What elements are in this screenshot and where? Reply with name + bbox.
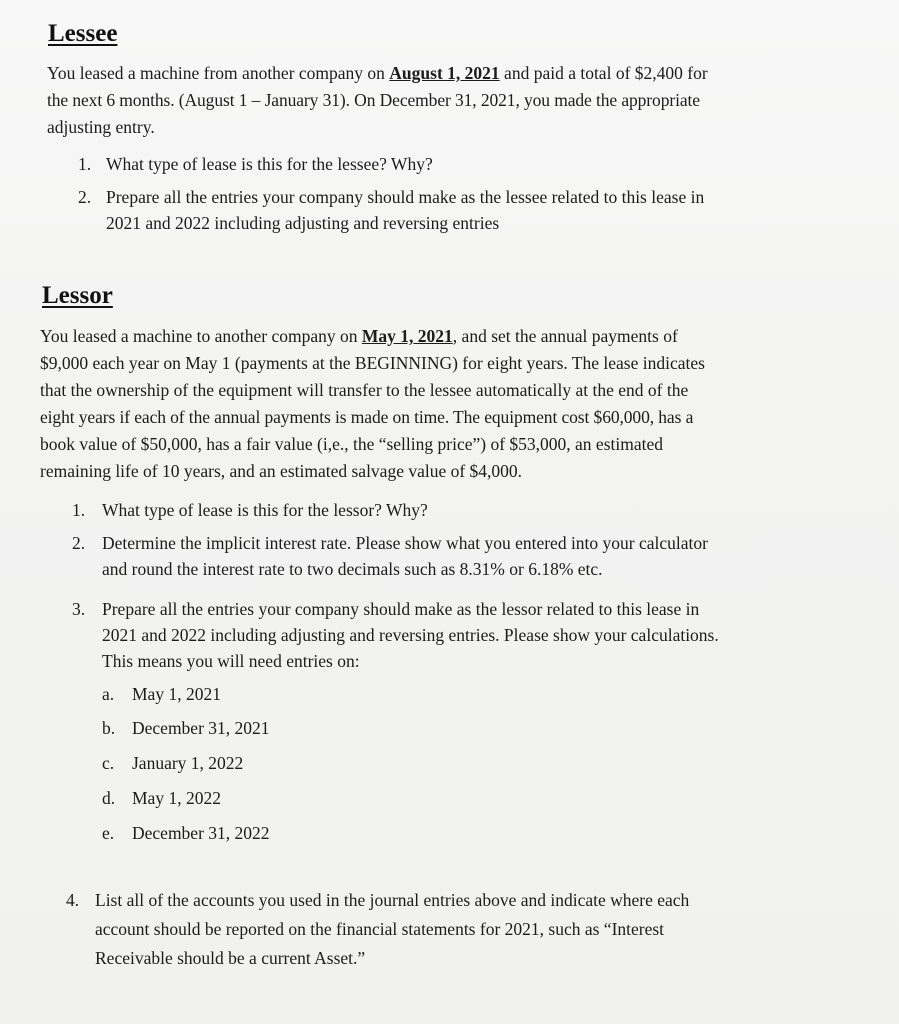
lessor-sub-item-d: d. May 1, 2022 <box>102 788 221 808</box>
lessee-lease-date: August 1, 2021 <box>389 63 500 83</box>
lessor-intro-line-5: book value of $50,000, has a fair value (i,e., the “selling price”) of $53,000, an estimated <box>40 434 663 454</box>
lessee-intro-line-3: adjusting entry. <box>47 117 155 137</box>
lessee-intro-line-2: the next 6 months. (August 1 – January 31). On December 31, 2021, you made the appropriate <box>47 90 700 110</box>
lessor-sub-item-b: b. December 31, 2021 <box>102 718 270 738</box>
lessor-question-1: 1. What type of lease is this for the lessor? Why? <box>72 500 428 520</box>
lessor-intro <box>40 323 860 485</box>
lessor-sub-item-c: c. January 1, 2022 <box>102 753 244 773</box>
lessor-intro-line-3: that the ownership of the equipment will transfer to the lessee automatically at the end of the <box>40 380 689 400</box>
lessor-intro-line-6: remaining life of 10 years, and an estimated salvage value of $4,000. <box>40 461 523 481</box>
lessor-intro-line-2: $9,000 each year on May 1 (payments at the BEGINNING) for eight years. The lease indicates <box>40 353 705 373</box>
lessee-intro-line-1: You leased a machine from another company on August 1, 2021 and paid a total of $2,400 for <box>47 63 708 83</box>
lessor-question-2: 2. Determine the implicit interest rate. Please show what you entered into your calculator and round the interest rate to two decimals such as 8.31% or 6.18% etc. <box>72 533 708 579</box>
lessee-intro <box>47 60 847 141</box>
lessor-question-4: 4. List all of the accounts you used in the journal entries above and indicate where each account should be reported on the financial statements for 2021, such as “Interest Receivable should be a current Asset.” <box>66 890 690 968</box>
lessee-heading: Lessee <box>48 20 118 47</box>
lessor-lease-date: May 1, 2021 <box>361 326 453 346</box>
lessee-question-2: 2. Prepare all the entries your company should make as the lessee related to this lease in 2021 and 2022 including adjusting and reversing entries <box>78 187 705 233</box>
lessor-sub-item-e: e. December 31, 2022 <box>102 823 270 843</box>
lessor-sub-item-a: a. May 1, 2021 <box>102 684 221 704</box>
lessor-intro-line-4: eight years if each of the annual payments is made on time. The equipment cost $60,000, has a <box>40 407 694 427</box>
lessee-question-1: 1. What type of lease is this for the lessee? Why? <box>78 154 433 174</box>
lessor-heading: Lessor <box>42 282 113 309</box>
lessor-question-3: 3. Prepare all the entries your company should make as the lessor related to this lease in 2021 and 2022 including adjusting and reversing entries. Please show your calculations. This means you will need entries on: <box>72 599 719 671</box>
lessor-intro-line-1: You leased a machine to another company on May 1, 2021, and set the annual payments of <box>40 326 678 346</box>
